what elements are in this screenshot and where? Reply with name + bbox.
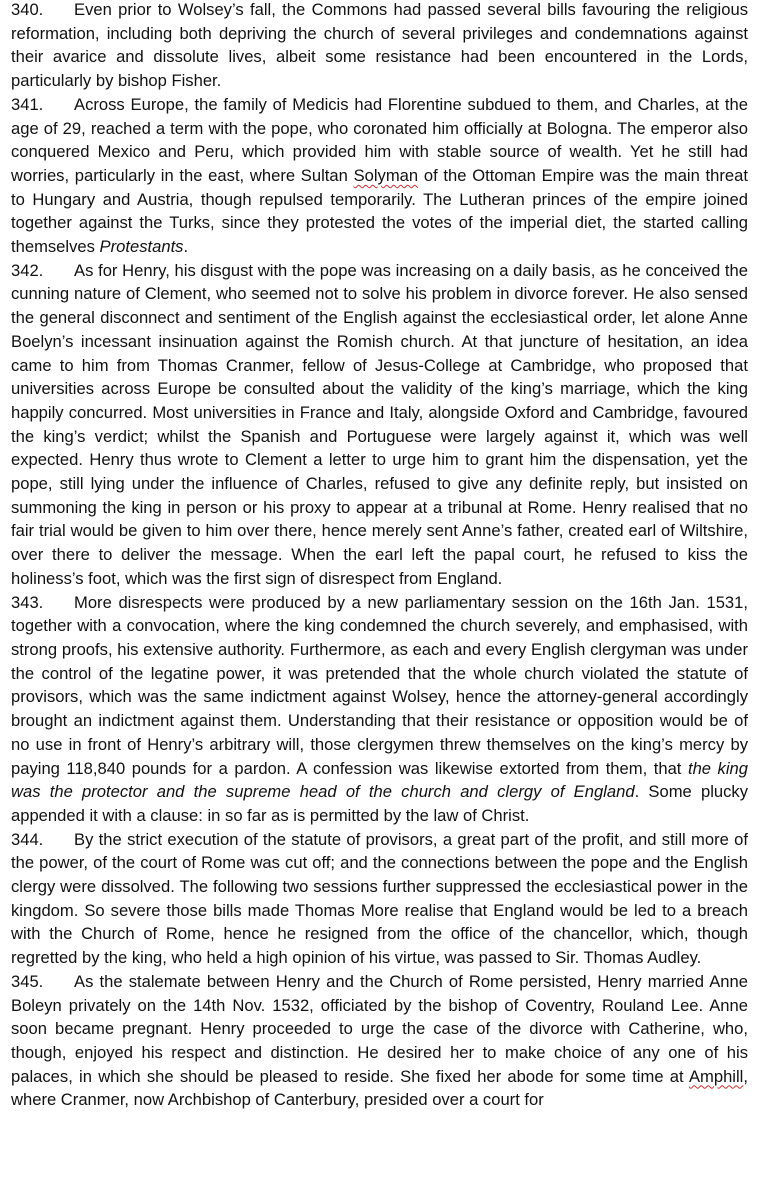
paragraph-number: 340. [11,0,44,19]
paragraph-text: . Some plucky appended it with a clause: in so far as is permitted by the law of Christ. [11,782,748,825]
paragraph-number: 343. [11,592,44,612]
paragraph-text: As for Henry, his disgust with the pope was increasing on a daily basis, as he conceived the cunning nature of Clement, who seemed not to solve his problem in divorce forever. He also sensed the general disconnect and sentiment of the English against the ecclesiastical order, let alone Anne Boelyn’s incessant insinuation against the Romish church. At that juncture of hesitation, an idea came to him from Thomas Cranmer, fellow of Jesus-College at Cambridge, who proposed that universities across Europe be consulted about the validity of the king’s marriage, which the king happily concurred. Most universities in France and Italy, alongside Oxford and Cambridge, favoured the king’s verdict; whilst the Spanish and Portuguese were largely against it, which was well expected. Henry thus wrote to Clement a letter to urge him to grant him the dispensation, yet the pope, still lying under the influence of Charles, refused to give any definite reply, but insisted on summoning the king in person or his proxy to appear at a tribunal at Rome. Henry realised that no fair trial would be given to him over there, hence merely sent Anne’s father, created earl of Wiltshire, over there to deliver the message. When the earl left the papal court, he refused to kiss the holiness’s foot, which was the first sign of disrespect from England. [11,260,748,588]
italic-quote: the king was the protector and the supreme head of the church and clergy of England [11,758,748,802]
paragraph-text: of the Ottoman Empire was the main threat to Hungary and Austria, though repulsed temporarily. The Lutheran princes of the empire joined together against the Turks, since they protested the votes of the imperial diet, the started calling themselves [11,165,748,257]
spellcheck-flagged-word[interactable]: Solyman [353,165,419,185]
paragraph-number: 342. [11,260,44,280]
paragraph-text: More disrespects were produced by a new parliamentary session on the 16th Jan. 1531, together with a convocation, where the king condemned the church severely, and emphasised, with strong proofs, his extensive authority. Furthermore, as each and every English clergyman was under the control of the legatine power, it was pretended that the whole church violated the statute of provisors, which was the same indictment against Wolsey, hence the attorney-general accordingly brought an indictment against them. Understanding that their resistance or opposition would be of no use in front of Henry’s arbitrary will, those clergymen threw themselves on the king’s mercy by paying 118,840 pounds for a pardon. A confession was likewise extorted from them, that [11,592,748,778]
paragraph-text: Across Europe, the family of Medicis had Florentine subdued to them, and Charles, at the age of 29, reached a term with the pope, who coronated him officially at Bologna. The emperor also conquered Mexico and Peru, which provided him with stable source of wealth. Yet he still had worries, particularly in the east, where Sultan [11,94,748,185]
paragraph-text: As the stalemate between Henry and the Church of Rome persisted, Henry married Anne Boleyn privately on the 14th Nov. 1532, officiated by the bishop of Coventry, Rouland Lee. Anne soon became pregnant. Henry proceeded to urge the case of the divorce with Catherine, who, though, enjoyed his respect and distinction. He desired her to make choice of any one of his palaces, in which she should be pleased to reside. She fixed her abode for some time at [11,971,748,1086]
paragraph-number: 344. [11,829,44,849]
italic-term: Protestants [99,237,184,257]
paragraph-345 [11,970,748,1112]
paragraph-number: 341. [11,94,44,114]
paragraph-343 [11,591,748,828]
paragraph-text: . [183,237,189,257]
paragraph-342 [11,259,748,591]
paragraph-text: By the strict execution of the statute of provisors, a great part of the profit, and still more of the power, of the court of Rome was cut off; and the connections between the pope and the English clergy were dissolved. The following two sessions further suppressed the ecclesiastical power in the kingdom. So severe those bills made Thomas More realise that England would be led to a breach with the Church of Rome, hence he resigned from the office of the chancellor, which, though regretted by the king, who held a high opinion of his virtue, was passed to Sir. Thomas Audley. [11,829,748,968]
paragraph-text: , where Cranmer, now Archbishop of Canterbury, presided over a court for [11,1066,748,1110]
paragraph-341 [11,93,748,259]
spellcheck-flagged-word[interactable]: Amphill [688,1066,744,1086]
paragraph-number: 345. [11,971,44,991]
paragraph-340 [11,0,748,93]
paragraph-text: Even prior to Wolsey’s fall, the Commons had passed several bills favouring the religious reformation, including both depriving the church of several privileges and condemnations against their avarice and dissolute lives, albeit some resistance had been encountered in the Lords, particularly by bishop Fisher. [11,0,748,91]
paragraph-344 [11,828,748,970]
